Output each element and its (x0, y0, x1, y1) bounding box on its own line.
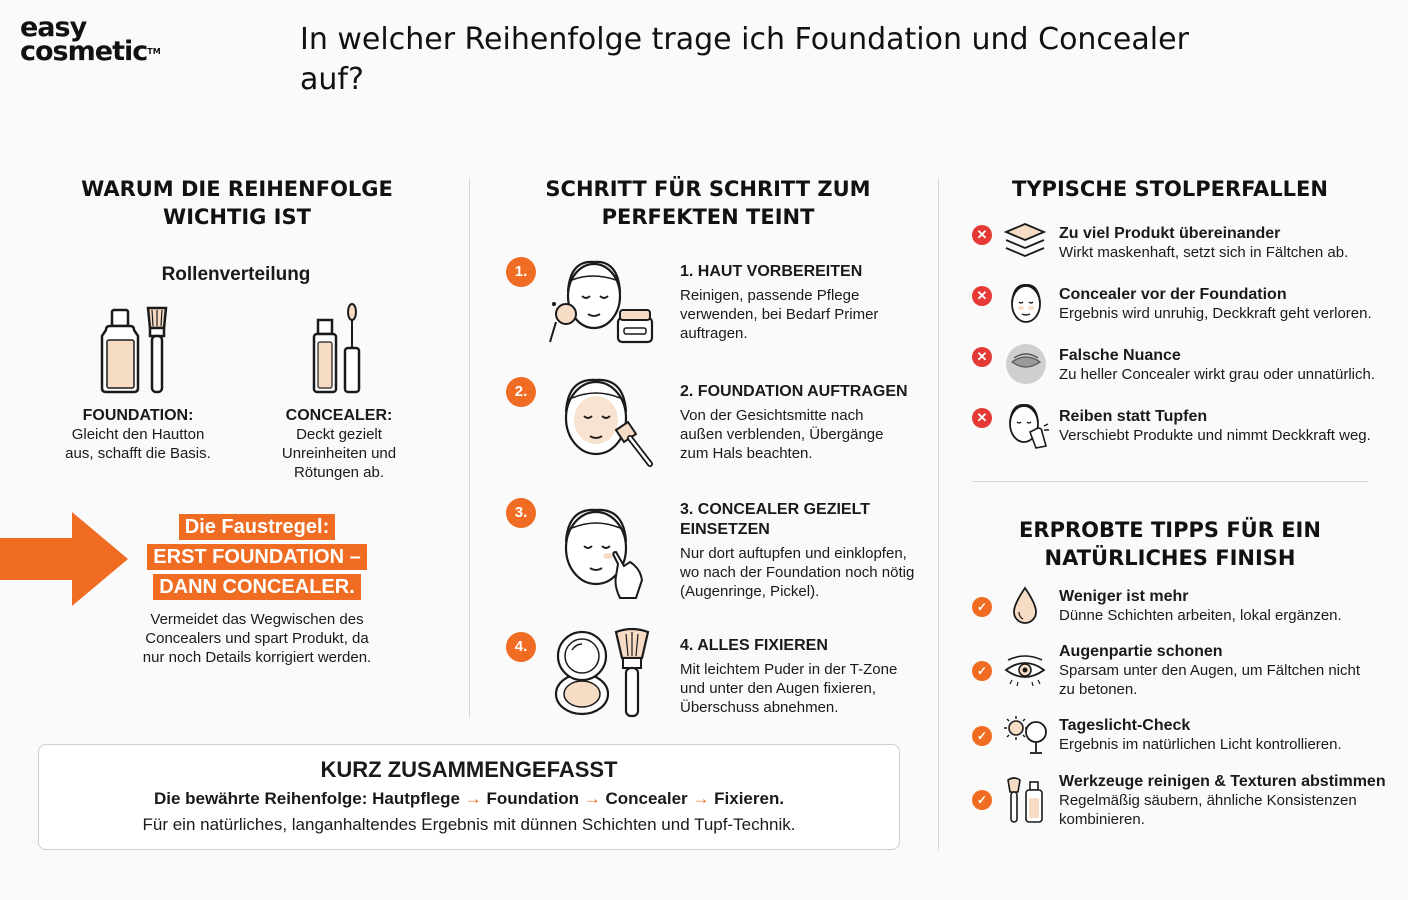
summary-step-skincare: Hautpflege (372, 789, 460, 808)
step-3-title-line1: 3. CONCEALER GEZIELT (680, 501, 870, 518)
brand-logo-line1: easy (20, 12, 87, 43)
pitfall-2 (1059, 285, 1379, 323)
step-4-text-line3: Überschuss abnehmen. (680, 699, 839, 716)
divider-right-horizontal (972, 481, 1368, 482)
step-1-text-line1: Reinigen, passende Pflege (680, 287, 860, 304)
brand-logo-line2: cosmetic (20, 36, 148, 67)
tip-4 (1059, 772, 1389, 829)
step-badge-4: 4. (506, 632, 536, 662)
concealer-tube-icon (308, 300, 368, 396)
step-2-text-line1: Von der Gesichtsmitte nach (680, 407, 864, 424)
rule-explanation (120, 610, 394, 667)
brush-bottle-icon (1004, 776, 1048, 824)
concealer-text-line2: Unreinheiten und (281, 445, 397, 462)
foundation-title: FOUNDATION: (82, 407, 194, 424)
pitfall-4 (1059, 407, 1379, 445)
error-x-icon: ✕ (972, 286, 992, 306)
error-x-icon: ✕ (972, 408, 992, 428)
pitfall-3 (1059, 346, 1379, 384)
step-4-text-line2: und unter den Augen fixieren, (680, 680, 876, 697)
tip-2-text-line2: zu betonen. (1059, 681, 1138, 698)
step-1-text-line2: verwenden, bei Bedarf Primer (680, 306, 879, 323)
droplet-icon (1010, 586, 1040, 626)
step-3-text-line3: (Augenringe, Pickel). (680, 583, 820, 600)
step-4-text-line1: Mit leichtem Puder in der T-Zone (680, 661, 898, 678)
check-icon: ✓ (972, 726, 992, 746)
rule-line3: DANN CONCEALER. (153, 574, 361, 600)
section-heading-why-line2: WICHTIG IST (163, 205, 311, 229)
rule-text-line2: Concealers und spart Produkt, da (145, 630, 369, 647)
step-1 (680, 262, 920, 343)
pitfall-4-text: Verschiebt Produkte und nimmt Deckkraft weg. (1059, 427, 1371, 444)
tip-2-text-line1: Sparsam unter den Augen, um Fältchen nicht (1059, 662, 1361, 679)
tip-1 (1059, 587, 1379, 625)
pitfall-2-title: Concealer vor der Foundation (1059, 286, 1287, 303)
step-2-text-line3: zum Hals beachten. (680, 445, 813, 462)
powder-compact-brush-icon (552, 628, 656, 720)
step-badge-2: 2. (506, 377, 536, 407)
section-heading-tips-line2: NATÜRLICHES FINISH (1044, 546, 1296, 570)
step-badge-1: 1. (506, 257, 536, 287)
summary-heading: KURZ ZUSAMMENGEFASST (320, 757, 618, 782)
tip-1-title: Weniger ist mehr (1059, 588, 1189, 605)
step-1-title: 1. HAUT VORBEREITEN (680, 263, 863, 280)
step-3 (680, 500, 920, 601)
divider-right (938, 178, 939, 850)
section-heading-why-line1: WARUM DIE REIHENFOLGE (81, 177, 393, 201)
brand-trademark: TM (147, 47, 161, 56)
tip-3 (1059, 716, 1379, 754)
foundation-bottle-icon (98, 300, 178, 396)
arrow-right-icon: → (464, 789, 482, 808)
step-badge-3: 3. (506, 498, 536, 528)
error-x-icon: ✕ (972, 225, 992, 245)
rule-text-line1: Vermeidet das Wegwischen des (150, 611, 364, 628)
step-1-text-line3: auftragen. (680, 325, 748, 342)
check-icon: ✓ (972, 790, 992, 810)
foundation-text-line2: aus, schafft die Basis. (65, 445, 211, 462)
pitfall-3-title: Falsche Nuance (1059, 347, 1181, 364)
tip-3-text: Ergebnis im natürlichen Licht kontrollieren. (1059, 736, 1342, 753)
step-2-title: 2. FOUNDATION AUFTRAGEN (680, 383, 908, 400)
role-subheading: Rollenverteilung (161, 264, 311, 285)
eye-icon (1002, 654, 1048, 688)
face-concealer-dab-icon (556, 502, 656, 602)
section-heading-why (40, 175, 434, 231)
arrow-right-icon: → (583, 789, 601, 808)
face-icon (1004, 280, 1048, 328)
summary-order (39, 789, 899, 809)
summary-text: Für ein natürliches, langanhaltendes Ergebnis mit dünnen Schichten und Tupf-Technik. (142, 815, 796, 834)
check-icon: ✓ (972, 597, 992, 617)
face-rubbing-icon (1004, 400, 1050, 450)
pitfall-2-text: Ergebnis wird unruhig, Deckkraft geht verloren. (1059, 305, 1372, 322)
step-4 (680, 636, 920, 717)
pitfall-1-text: Wirkt maskenhaft, setzt sich in Fältchen ab. (1059, 244, 1349, 261)
layers-icon (1002, 222, 1048, 262)
rule-box (132, 512, 382, 602)
page-title: In welcher Reihenfolge trage ich Foundation und Concealer auf? (300, 22, 1189, 97)
brand-logo (20, 12, 180, 68)
divider-left (469, 178, 470, 718)
step-3-title-line2: EINSETZEN (680, 521, 770, 538)
section-heading-steps-line2: PERFEKTEN TEINT (601, 205, 815, 229)
summary-order-prefix: Die bewährte Reihenfolge: (153, 789, 368, 808)
step-3-text-line1: Nur dort auftupfen und einklopfen, (680, 545, 907, 562)
arrow-right-icon: → (692, 789, 710, 808)
pitfall-4-title: Reiben statt Tupfen (1059, 408, 1208, 425)
section-heading-tips (972, 516, 1368, 572)
concealer-title: CONCEALER: (285, 407, 393, 424)
section-heading-tips-line1: ERPROBTE TIPPS FÜR EIN (1019, 518, 1321, 542)
check-icon: ✓ (972, 661, 992, 681)
summary-step-foundation: Foundation (486, 789, 579, 808)
step-2-text-line2: außen verblenden, Übergänge (680, 426, 884, 443)
tip-4-text-line2: kombinieren. (1059, 811, 1145, 828)
tip-4-text-line1: Regelmäßig säubern, ähnliche Konsistenzen (1059, 792, 1357, 809)
pitfall-3-text: Zu heller Concealer wirkt grau oder unnatürlich. (1059, 366, 1375, 383)
face-cleansing-icon (548, 252, 656, 348)
step-4-title: 4. ALLES FIXIEREN (680, 637, 828, 654)
step-3-text-line2: wo nach der Foundation noch nötig (680, 564, 915, 581)
tip-1-text: Dünne Schichten arbeiten, lokal ergänzen. (1059, 607, 1342, 624)
tip-4-title: Werkzeuge reinigen & Texturen abstimmen (1059, 773, 1386, 790)
rule-text-line3: nur noch Details korrigiert werden. (142, 649, 372, 666)
tip-2 (1059, 642, 1379, 699)
concealer-text-line3: Rötungen ab. (293, 464, 385, 481)
section-heading-pitfalls: TYPISCHE STOLPERFALLEN (1012, 177, 1328, 201)
summary-step-fixing: Fixieren. (714, 789, 785, 808)
rule-line1: Die Faustregel: (179, 514, 335, 540)
error-x-icon: ✕ (972, 347, 992, 367)
summary-box (38, 744, 900, 850)
rule-arrow-icon (0, 512, 130, 606)
face-foundation-brush-icon (556, 372, 656, 472)
section-heading-steps (510, 175, 906, 231)
summary-step-concealer: Concealer (605, 789, 688, 808)
rule-line2: ERST FOUNDATION – (147, 544, 366, 570)
concealer-card (266, 407, 412, 482)
foundation-card (52, 407, 224, 463)
foundation-text-line1: Gleicht den Hautton (71, 426, 205, 443)
section-heading-steps-line1: SCHRITT FÜR SCHRITT ZUM (545, 177, 871, 201)
sun-mirror-icon (1002, 714, 1050, 756)
concealer-text-line1: Deckt gezielt (296, 426, 382, 443)
tip-3-title: Tageslicht-Check (1059, 717, 1191, 734)
pitfall-1-title: Zu viel Produkt übereinander (1059, 225, 1281, 242)
grey-eye-area-icon (1004, 342, 1048, 386)
pitfall-1 (1059, 224, 1379, 262)
step-2 (680, 382, 920, 463)
tip-2-title: Augenpartie schonen (1059, 643, 1223, 660)
